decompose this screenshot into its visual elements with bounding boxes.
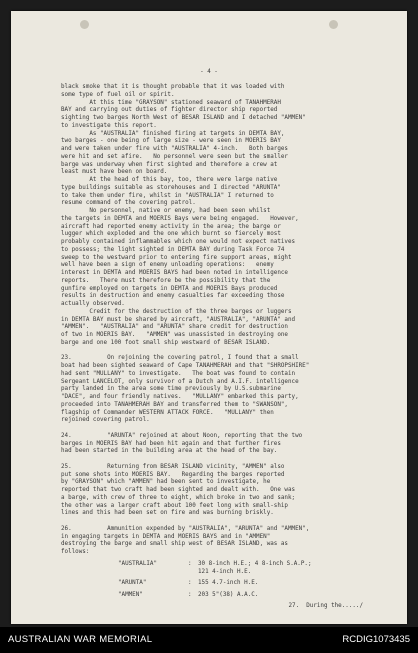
typed-report (11, 11, 407, 624)
text-line: barges in MOERIS BAY had been hit again and that further fires (61, 440, 281, 447)
text-line: Sergeant LANCELOT, only survivor of a Dutch and A.I.F. intelligence (61, 378, 299, 385)
text-line: to take them under fire, whilst in "AUSTRALIA" I returned to (61, 192, 274, 199)
text-line: 25. Returning from BESAR ISLAND vicinity, "AMMEN" also (61, 463, 285, 470)
text-line: destroying the barge and small ship west of BESAR ISLAND, was as (61, 541, 288, 548)
text-line: in DEMTA BAY must be shared by aircraft, "AUSTRALIA", "ARUNTA" and (61, 316, 296, 323)
text-line: 26. Ammunition expended by "AUSTRALIA", "ARUNTA" and "AMMEN", (61, 525, 310, 532)
text-line: "AMMEN". "AUSTRALIA" and "ARUNTA" share credit for destruction (61, 324, 288, 331)
text-line: At the head of this bay, too, there were large native (61, 177, 278, 183)
page-number: - 4 - (200, 69, 218, 75)
text-line: well have been a sign of enemy unloading operations: enemy (61, 262, 274, 269)
expenditure-separator: : (188, 580, 192, 587)
text-line: of two in MOERIS BAY. "AMMEN" was unassisted in destroying one (61, 332, 288, 338)
text-line: reported that two craft had been sighted and dealt with. One was (61, 487, 296, 493)
text-line: reports. There must therefore be the possibility that the (61, 277, 271, 284)
text-line: barge was underway when first sighted and therefore a crew at (61, 161, 278, 168)
text-line: gunfire employed on targets in DEMTA and MOERIS Bays produced (61, 285, 278, 292)
text-line: follows: (61, 549, 90, 555)
text-line: party landed in the area some time previously by U.S.submarine (61, 386, 281, 393)
text-line: the targets in DEMTA and MOERIS Bays were being engaged. However, (61, 215, 299, 222)
text-line: flagship of Commander WESTERN ATTACK FORCE. "MULLANY" then (61, 409, 274, 416)
expenditure-rounds: 30 8-inch H.E.; 4 8-inch S.A.P.; (198, 560, 312, 567)
document-page (11, 11, 407, 624)
text-line: by "GRAYSON" which "AMMEN" had been sent to investigate, he (61, 479, 271, 486)
expenditure-ship: "ARUNTA" (118, 580, 147, 587)
expenditure-separator: : (188, 591, 192, 598)
text-line: 23. On rejoining the covering patrol, I found that a small (61, 355, 299, 362)
text-line: had sent "MULLANY" to investigate. The boat was found to contain (61, 370, 296, 377)
expenditure-ship: "AMMEN" (118, 591, 143, 598)
expenditure-rounds: 155 4.7-inch H.E. (198, 580, 259, 587)
text-line: interest in DEMTA and MOERIS BAYS had been noted in intelligence (61, 270, 288, 276)
catchword: 27. During the...../ (288, 603, 363, 609)
expenditure-rounds: 121 4-inch H.E. (198, 568, 252, 575)
expenditure-separator: : (188, 560, 192, 567)
text-line: some type of fuel oil or spirit. (61, 91, 175, 98)
text-line: to investigate this report. (61, 122, 157, 129)
text-line: lines and this had been set on fire and was burning briskly. (61, 510, 274, 517)
text-line: and were taken under fire with "AUSTRALIA" 4-inch. Both barges (61, 146, 288, 152)
text-line: the other was a larger craft about 100 feet long with small-ship (61, 502, 288, 509)
text-line: were hit and set afire. No personnel were seen but the smaller (61, 153, 288, 160)
text-line: barge and one 100 foot small ship westward of BESAR ISLAND. (61, 339, 271, 346)
text-line: probably contained inflammables which one would not expect natives (61, 239, 296, 245)
text-line: sighting two barges North West of BESAR ISLAND and I detached "AMMEN" (61, 115, 306, 121)
text-line: BAY and carrying out duties of fighter director ship reported (61, 107, 278, 114)
text-line: rejoined covering patrol. (61, 417, 150, 424)
text-line: proceeded into TANAHMERAH BAY and transferred them to "SWANSON", (61, 401, 288, 408)
text-line: resume command of the covering patrol. (61, 200, 196, 207)
text-line: two barges - one being of large size - were seen in MOERIS BAY (61, 138, 281, 145)
footer-record-id: RCDIG1073435 (342, 634, 410, 645)
text-line: least must have been on board. (61, 169, 168, 176)
text-line: boat had been sighted seaward of Cape TANAHMERAH and that "SHROPSHIRE" (61, 363, 310, 369)
text-line: 24. "ARUNTA" rejoined at about Noon, reporting that the two (61, 432, 303, 439)
text-line: At this time "GRAYSON" stationed seaward of TANAHMERAH (61, 99, 281, 106)
text-line: type buildings suitable as storehouses and I directed "ARUNTA" (61, 184, 281, 191)
text-line: black smoke that it is thought probable that it was loaded with (61, 84, 285, 90)
text-line: No personnel, native or enemy, had been seen whilst (61, 208, 271, 214)
archive-footer (0, 627, 418, 653)
text-line: results in destruction and enemy casualties far exceeding those (61, 293, 285, 300)
expenditure-ship: "AUSTRALIA" (118, 560, 158, 567)
footer-institution: AUSTRALIAN WAR MEMORIAL (8, 634, 153, 645)
text-line: a barge, with crew of three to eight, which broke in two and sank; (61, 494, 296, 501)
expenditure-rounds: 203 5"(38) A.A.C. (198, 591, 259, 598)
text-line: actually observed. (61, 301, 125, 307)
text-line: aircraft had reported enemy activity in the area; the barge or (61, 223, 281, 230)
text-line: lugger which exploded and the one which burnt so fiercely most (61, 231, 281, 238)
text-line: in engaging targets in DEMTA and MOERIS BAYS and in "AMMEN" (61, 533, 271, 540)
text-line: put some shots into MOERIS BAY. Regarding the barges reported (61, 471, 285, 478)
text-line: sweep to the westward prior to entering fire support areas, might (61, 254, 292, 261)
text-line: to possess; the light sighted in DEMTA BAY during Task Force 74 (61, 246, 285, 253)
text-line: As "AUSTRALIA" finished firing at targets in DEMTA BAY, (61, 130, 285, 137)
text-line: "DACE", and four friendly natives. "MULLANY" embarked this party, (61, 394, 299, 400)
text-line: had been started in the building area at the head of the bay. (61, 448, 278, 455)
text-line: Credit for the destruction of the three barges or luggers (61, 308, 292, 315)
